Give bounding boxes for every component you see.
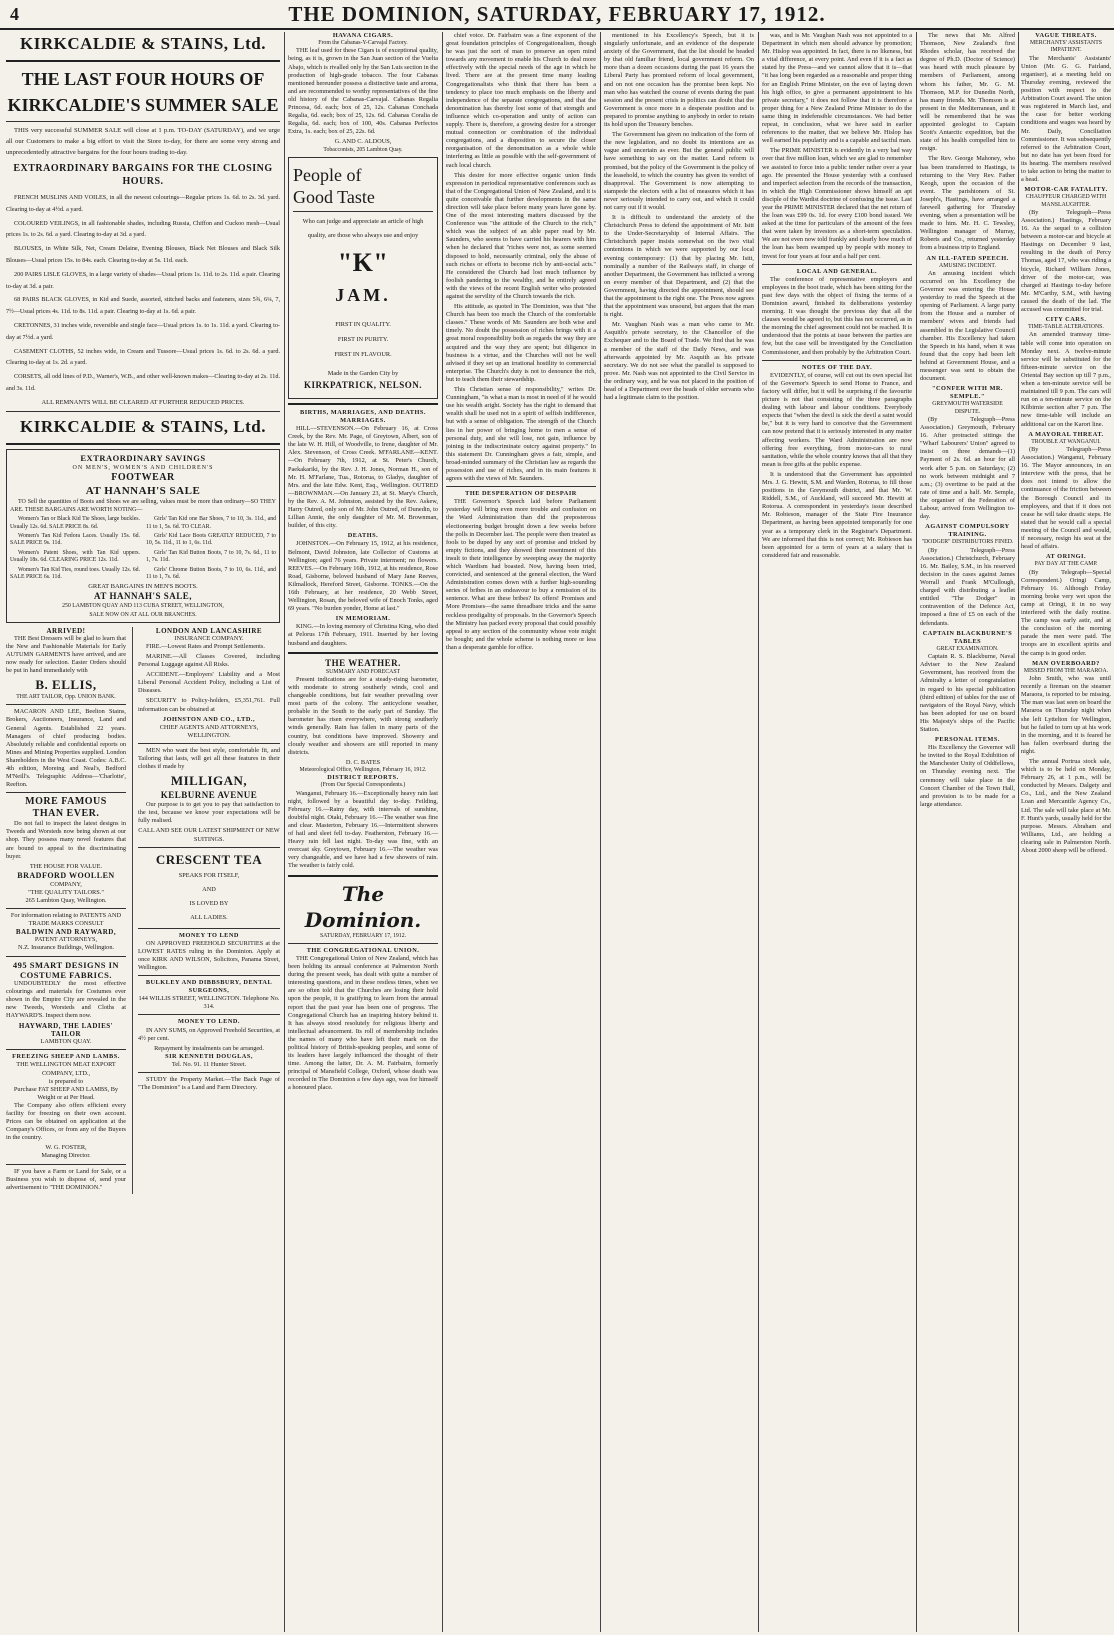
dominion-nameplate: The Dominion.: [304, 881, 422, 932]
overboard-sub: MISSED FROM THE MARAROA.: [1023, 667, 1109, 674]
designs-body: UNDOUBTEDLY the most effective colourings and materials for Costumes ever shown in the Empire City are revealed in the new Tweeds, Worsteds and Cloths at HAYWARD'S. Inspect them now.: [6, 979, 126, 1019]
ellis-tag: THE ART TAILOR, Opp. UNION BANK.: [16, 694, 116, 701]
hannah-item: Girls' Tan Kid Button Boots, 7 to 10, 7s. 6d., 11 to 1, 7s. 11d.: [146, 549, 276, 564]
havana-sig: G. AND C. ALDOUS,: [334, 138, 392, 146]
hannah-heading: EXTRAORDINARY SAVINGS: [80, 452, 206, 463]
column-rule: [600, 32, 601, 1632]
district-sub: (From Our Special Correspondents.): [320, 782, 406, 789]
deaths-body: JOHNSTON.—On February 15, 1912, at his residence, Belmont, David Johnston, late Collector of Customs at Wellington; aged 76 years. Private interment; no flowers. REEVES.—On February 16th, 1912, at his residence, Rose Road, Gisborne, beloved husband of Mary Jane Reeves, Kilmallock, Hereford Street, Gisborne. TONKS.—On the 16th February, at her residence, 20 Webb Street, Wellington, Rosan, the beloved wife of Enoch Tonks, aged 69 years. "No burden yonder, Home at last.": [288, 540, 438, 613]
last-hours-heading: THE LAST FOUR HOURS OF: [21, 69, 265, 89]
mayoral-sub: TROUBLE AT WANGANUI.: [1031, 438, 1101, 445]
ellis-name: B. ELLIS,: [35, 677, 97, 693]
article-paragraph: was, and is Mr. Vaughan Nash was not appointed to a Department in which men should advance by promotion; Mr. Hislop was appointed. In fact, there is no likeness, but a vital difference, at every point. And even if it is a fact as stated by the Press—and we cannot allow that it is—that "it has long been regarded as a reasonable and proper thing for an English Prime Minister, on the eve of laying down his high office, to give a permanent appointment to his private secretary," it does not follow that it is therefore a proper thing for a New Zealand Prime Minister to do the same thing in indefensible circumstances. We had better repeat, in conclusion, what we have said in earlier references to the matter, that we believe Mr. Hislop has well earned his popularity and is a capable and tactful man.: [762, 32, 912, 145]
patents-title: PATENT ATTORNEYS,: [34, 936, 98, 944]
article-paragraph: The news that Mr. Alfred Thomson, New Zealand's first Rhodes scholar, has received the degree of Ph.D. (Doctor of Science) was heard with much pleasure by members of Parliament, among whom his father, Mr. G. M. Thomson, M.P. for Dunedin North, has many friends. Mr. Thomson is at present in the Mediterranean, and it will be remembered that he was appointed geologist to Captain Scott's Antarctic expedition, but the state of his health compelled him to resign.: [920, 32, 1015, 153]
article-paragraph: This desire for more effective organic union finds expression in periodical representative conferences such as that of the Congregational Union of New Zealand, and it is quite conceivable that further developments in the same direction will take place before many years have gone by. One of the most interesting matters discussed by the Conference was "the attitude of the Church to the rich," which was the subject of an able paper read by Mr. Saunders, who seems to have carried his hearers with him when he declared that "riches were not, as some seemed disposed to hold, necessarily criminal, only the abuse of such riches or efforts to become rich by anti-social acts." He considered the Church had lost much influence by foolish pandering to the wealthy, and he entirely agreed with the views of the recent English writer who protested against the servility of the Church towards the rich.: [446, 171, 596, 300]
vague-threats-heading: VAGUE THREATS.: [1035, 32, 1097, 39]
district-heading: DISTRICT REPORTS.: [327, 774, 399, 782]
london-accident: ACCIDENT.—Employers' Liability and a Most Liberal Personal Accident Policy, including a List of Diseases.: [138, 671, 280, 695]
ill-fated-sub: AMUSING INCIDENT.: [939, 262, 996, 269]
bargain-item: CORSETS, all odd lines of P.D., Warner's, W.B., and other well-known makes—Clearing to-day at 2s. 11d. and 3s. 11d.: [6, 373, 280, 392]
designs-heading-2: COSTUME FABRICS.: [20, 969, 112, 980]
hannah-item: Women's Tan Kid Fedora Laces. Usually 15s. 6d. SALE PRICE 9s. 11d.: [10, 532, 140, 547]
city-cars-heading: CITY CARS.: [1045, 316, 1087, 324]
hannah-ad: [6, 449, 280, 623]
milligan-purpose: Our purpose is to get you to pay that satisfaction to the test, because we know your expectations will be fully realised.: [138, 801, 280, 825]
hannah-subheading: ON MEN'S, WOMEN'S AND CHILDREN'S: [72, 464, 214, 471]
hannah-item: Women's Patent Shoes, with Tan Kid uppers. Usually 18s. 6d. CLEARING PRICE 12s. 11d.: [10, 549, 140, 564]
london-insurance-heading: LONDON AND LANCASHIRE: [155, 626, 263, 635]
personal-heading: PERSONAL ITEMS.: [935, 736, 1000, 744]
article-paragraph: The Merchants' Assistants' Union (Mr. G. G. Fairland, organiser), at a meeting held on Thursday evening, reviewed the position with respect to the Arbitration Court award. The union was registered in March last, and the case for better working conditions and wages was heard by Mr. Daily, Conciliation Commissioner. It was subsequently referred to the Arbitration Court, but no date has yet been fixed for its hearing. The members resolved to take action to bring the matter to a head.: [1021, 54, 1111, 184]
article-paragraph: The Rev. George Mahoney, who has been transferred to Hastings, is returning to the Very Rev. Father Keogh, upon the occasion of the event. The parishioners of St. Joseph's, Hastings, have arranged a farewell gathering for Thursday evening, when a presentation will be made to him. Mr. H. C. Tewsley, Wellington manager of Murray, Roberts and Co., returned yesterday from a business trip to England.: [920, 155, 1015, 252]
macaron-ad: MACARON AND LEE, Beelton Stains, Brokers, Auctioneers, Insurance, Land and General Agents. Established 22 years. Managers of chief producing bodies. Absolutely reliable and confidential reports on Mines and Mining Properties supplied. London Shareholders in the West Coast. Codes: A.B.C. 4th edition, Moreing and Neal's, Bedford M'Neill's. Telegraphic Address—'Charlotte', Reefton.: [6, 708, 126, 789]
article-paragraph: (By Telegraph—Press Association.) Wanganui, February 16. The Mayor announces, in an interview with the press, that he does not intend to allow the continuance of the friction between the Borough Council and its employees, and that if it does not cease he will take drastic steps. He stated that he would call a special meeting of the Council and would, if necessary, resign his seat at the head of affairs.: [1021, 446, 1111, 551]
column-6: [920, 32, 1015, 1632]
lower-ads: [6, 627, 280, 1194]
column-7: [1021, 32, 1111, 1632]
article-paragraph: The Government has given no indication of the form of the new legislation, and no doubt its intentions are as vague and uncertain as ever. But the general public will have something to say on the matter. Land reform is promised, but the policy of the Government is the policy of the leasehold, to which the country has given its verdict of disapproval. The Government is now attempting to stampede the electors with a list of measures which it has never seriously intended to carry out, and which it could not carry out if it would.: [604, 131, 754, 211]
memoriam-body: KING.—In loving memory of Christina King, who died at Pelorus 17th February, 1911. Inserted by her loving husband and daughters.: [288, 623, 438, 647]
vague-threats-sub: MERCHANTS' ASSISTANTS IMPATIENT.: [1030, 40, 1102, 54]
patents-address: N.Z. Insurance Buildings, Wellington.: [17, 944, 115, 952]
k-claim: FIRST IN PURITY.: [337, 335, 389, 343]
crescent-line: SPEAKS FOR ITSELF,: [178, 871, 240, 879]
bargain-item: CRETONNES, 31 inches wide, reversible and single face—Usual prices 1s. to 1s. 11d. a yard. Clearing to-day at 7½d. a yard.: [6, 321, 280, 341]
ill-fated-heading: AN ILL-FATED SPEECH.: [926, 254, 1009, 262]
kirkcaldie-heading-bottom: KIRKCALDIE & STAINS, Ltd.: [20, 416, 266, 436]
weather-heading: THE WEATHER.: [325, 657, 401, 668]
bradford-company: COMPANY,: [50, 880, 82, 888]
article-paragraph: chief voice. Dr. Fairbairn was a fine exponent of the great foundation principles of Congregationalism, though he was just the sort of man to preserve an open mind towards any movement to enable his Church to deal more effectively with the special needs of the age in which he lived. There are at the present time many leading Congregationalists who think that there has been a tendency to place too much emphasis on the liberty and independence of the separate congregations, and that the denomination has thereby lost some of that strength and influence which co-operation and unity of action can supply. There is, therefore, a growing desire for a stronger mutual connection or combination of the individual congregations, and a disposition to secure the closer reorganisation of the denomination as a whole while interfering as little as possible with the self-government of each local church.: [446, 32, 596, 169]
johnston-co: JOHNSTON AND CO., LTD.,: [162, 715, 256, 723]
freezing-purchase: Purchase FAT SHEEP AND LAMBS, By Weight or at Per Head.: [13, 1085, 119, 1101]
dental-address: 144 WILLIS STREET, WELLINGTON. Telephone No. 314.: [138, 995, 280, 1011]
hannah-street: 250 LAMBTON QUAY AND 113 CUBA STREET, WELLINGTON,: [62, 603, 224, 610]
crescent-line: ALL LADIES.: [190, 913, 228, 921]
hannah-item: Girls' Kid Lace Boots GREATLY REDUCED, 7 to 10, 5s. 11d., 11 to 1, 6s. 11d.: [146, 532, 276, 547]
hannah-men: GREAT BARGAINS IN MEN'S BOOTS.: [88, 583, 198, 591]
column-rule: [916, 32, 917, 1632]
freezing-company: THE WELLINGTON MEAT EXPORT COMPANY, LTD.,: [16, 1061, 116, 1077]
ellis-body: THE Best Dressers will be glad to learn that the New and Fashionable Materials for Early AUTUMN GARMENTS have arrived, and are now ready for selection. Easter Orders should be put in hand immediately with: [6, 634, 126, 675]
article-paragraph: This Christian sense of responsibility," writes Dr. Cunningham, "is what a man is most in need of if he would use his wealth aright. Society has the right to demand that wealth shall be used not in a spirit of selfish indifference, but with a sense of obligation. The strength of the Church lies in her power of bringing home to men a sense of personal duty, and she will lose, not gain, influence by joining in the indiscriminate outcry against property." In this statement Dr. Cunningham gives a fair, simple, and broad-minded summary of the Christian law as regards the possession and use of riches, and in its main features it agrees with the views of Mr. Saunders.: [446, 386, 596, 483]
lower-ads-left: [6, 627, 126, 1194]
famous-house: THE HOUSE FOR VALUE.: [29, 862, 103, 870]
article-paragraph: (By Telegraph—Special Correspondent.) Oringi Camp, February 16. Although Friday morning broke very wet upon the camp at Oringi, it in no way interfered with the daily routine. The camp was early astir, and at the conclusion of the morning parade the men were paid. The troops are in excellent spirits and the camp is in good order.: [1021, 568, 1111, 657]
money-to-lend-body-2: IN ANY SUMS, on Approved Freehold Securities, at 4½ per cent.: [138, 1026, 280, 1042]
havana-heading: HAVANA CIGARS.: [332, 32, 394, 39]
hannah-addr: AT HANNAH'S SALE,: [94, 591, 192, 602]
hannah-item: Girls' Chrome Button Boots, 7 to 10, 6s. 11d., and 11 to 1, 7s. 6d.: [146, 566, 276, 580]
article-paragraph: John Smith, who was until recently a fireman on the steamer Maraora, is reported to be missing. The man was last seen on board the Mararoa on Thursday night when she left Lyttelton for Wellington, but he failed to turn up at his work in the morning, and it is feared he has fallen overboard during the night.: [1021, 675, 1111, 755]
k-claim: FIRST IN QUALITY.: [335, 320, 391, 328]
compulsory-heading: AGAINST COMPULSORY TRAINING.: [925, 523, 1010, 539]
london-security: SECURITY to Policy-holders, £5,351,761. Full information can be obtained at: [138, 697, 280, 713]
milligan-body: MEN who want the best style, comfortable fit, and Tailoring that lasts, will get all these features in their clothes if made by: [138, 746, 280, 771]
captain-sub: GREAT EXAMINATION.: [936, 645, 999, 652]
milligan-name: MILLIGAN,: [170, 773, 248, 789]
hayward-name: HAYWARD, THE LADIES' TAILOR: [18, 1022, 114, 1039]
hannah-intro: TO Sell the quantities of Boots and Shoes we are selling, values must be more than ordinary—SO THEY ARE. THESE BARGAINS ARE WORTH NOTING—: [10, 498, 276, 514]
article-paragraph: His attitude, as quoted in The Dominion, was that "the Church has been too much the Church of the comfortable classes." These words of Mr. Saunders are both wise and timely. No doubt the possession of riches brings with it a great moral responsibility both as regards the way they are acquired and the way they are spent; but diligence in business is a virtue, and the Churches will not be well advised if they set up an irrational hostility to commercial enterprise. The Church's duty is not to denounce the rich, but to teach them their stewardship.: [446, 303, 596, 383]
k-jam-ad: [288, 157, 438, 399]
freezing-title: Managing Director.: [41, 1152, 91, 1160]
column-rule: [442, 32, 443, 1632]
freezing-body: The Company also offers efficient every facility for freezing on their own account. Prices can be obtained on application at the Company's Offices, or from any of the Buyers in the country.: [6, 1101, 126, 1142]
extraordinary-bargains-heading: EXTRAORDINARY BARGAINS FOR THE CLOSING HOURS.: [13, 163, 273, 187]
memoriam-heading: IN MEMORIAM.: [335, 615, 391, 623]
article-paragraph: His Excellency the Governor will be invited to the Royal Exhibition of the Manchester Unity of Oddfellows, on Thursday evening next. The ceremony will take place in the Concert Chamber of the Town Hall, and provision is to be made for a large attendance.: [920, 744, 1015, 808]
bradford-tagline: "THE QUALITY TAILORS.": [28, 888, 104, 896]
article-paragraph: Captain R. S. Blackburne, Naval Adviser to the New Zealand Government, has received from the Admiralty a letter of congratulation in regard to his special publication (third edition) of tables for the use of navigators of the Royal Navy, which has been adopted for use on board His Majesty's ships of the Pacific Station.: [920, 653, 1015, 733]
weather-sig: D. C. BATES: [345, 758, 381, 766]
deaths-heading: DEATHS.: [347, 532, 379, 540]
newspaper-title: THE DOMINION, SATURDAY, FEBRUARY 17, 1912.: [288, 2, 826, 26]
weather-body: Present indications are for a steady-rising barometer, with moderate to strong southerly winds, cool and changeable conditions, but fair weather prevailing over most parts of the colony. The anticyclone weather, probable in the South to the early part of Sunday. The barometer has risen everywhere, with strong southerly winds generally. Rain has fallen in many parts of the country, but conditions have improved. Showery and cloudy weather and showers are still reported in many districts.: [288, 675, 438, 756]
famous-body: Do not fail to inspect the latest designs in Tweeds and Worsteds now being shown at our shop. They possess many novel features that are bound to appeal to the discriminating buyer.: [6, 820, 126, 860]
hannah-girls-list: [146, 516, 276, 583]
hannah-item: Women's Tan or Black Kid Tie Shoes, large buckles. Usually 12s. 6d. SALE PRICE 8s. 6d.: [10, 516, 140, 530]
article-paragraph: EVIDENTLY, of course, will cut out its own special list of the Governor's Speech to send Home to France, and factory will differ, but it will be surprising if the favourite picture is not that consisting of the three paragraphs dealing with labour and labour conditions. Everybody expects that "when the devil is sick the devil a saint would be," but it is very hard to conceive that the Government can now pretend that it is seriously interested in any matter affecting workers. The Ward Administration are now offering free everything, from motor-cars to rural sanitation, while the whole country knows that all that they mean is free gifts at the public expense.: [762, 371, 912, 468]
famous-heading-2: THAN EVER.: [32, 808, 100, 820]
k-made: Made in the Garden City by: [327, 369, 399, 377]
douglas-name: SIR KENNETH DOUGLAS,: [165, 1052, 253, 1060]
article-paragraph: The annual Porirua stock sale, which is to be held on Monday, February 26, at 1 p.m., will be conducted by Messrs. Dalgety and Co., Ltd., and the New Zealand Loan and Mercantile Agency Co., Ltd. The sale will take place at Mr. F. Hunt's yards, usually held for the purpose. Messrs. Abraham and Williams, Ltd., are holding a clearing sale in Palmerston North. About 2000 sheep will be offered.: [1021, 757, 1111, 854]
hannah-women-list: [10, 516, 140, 583]
column-3: [446, 32, 596, 1632]
dental-heading: BULKLEY AND DIBBSBURY, DENTAL SURGEONS,: [145, 979, 273, 995]
article-paragraph: (By Telegraph—Press Association.) Christchurch, February 16. Mr. Bailey, S.M., in his reserved decision in the cases against James Worrall and Frank M'Cullough, charged with distributing a leaflet entitled "The Dodger" in contravention of the Defence Act, imposed a fine of £5 on each of the defendants.: [920, 546, 1015, 627]
london-fire: FIRE.—Lowest Rates and Prompt Settlements.: [146, 642, 265, 650]
article-paragraph: Mr. Vaughan Nash was a man who came to Mr. Asquith's private secretary, to the Chancellor of the Exchequer and to the Board of Trade. We find that he was a member of the staff of the Daily News, and was afterwards appointed by Mr. Asquith as his private secretary. We do not see what the parallel is supposed to prove. Mr. Nash was not appointed to the Civil Service in the ordinary way, and he was not placed in the position of head of a Department over the heads of older servants who had a legitimate claim to the position.: [604, 321, 754, 402]
article-paragraph: It is understood that the Government has appointed Mrs. J. G. Hewitt, S.M. and Warden, Rotorua, to fill those positions in the Greymouth district, and that Mr. W. Riddell, S.M., of Auckland, will succeed Mr. Hewitt at Rotorua. A correspondent in yesterday's issue described Mr. Robieson, manager of the State Fire Insurance Department, as having been appointed temporarily for one year as a temporary clerk in the Registrar's Department. We are informed that this is not correct; Mr. Robieson has been appointed for a term of years at a salary that is considered fair and reasonable.: [762, 470, 912, 559]
bargain-item: BLOUSES, in White Silk, Net, Cream Delaine, Evening Blouses, Black Net Blouses and Black Silk Blouses—Usual prices 15s. to 84s. each. Clearing to-day at 5s. 11d. each.: [6, 245, 280, 264]
district-body: Wanganui, February 16.—Exceptionally heavy rain last night, followed by a beautiful day to-day. Feilding, February 16.—Rainy day, with intervals of sunshine, doubtful night. Otaki, February 16.—The weather was fine and clear. Masterton, February 16.—Intermittent showers of hail and sleet fell to-day. Featherston, February 16.—Heavy rain fell last night. To-day was fine, with an overcast sky. Greytown, February 16.—The weather was very changeable, and we have had a few showers of rain. The weather is fairly cold.: [288, 789, 438, 870]
oringi-sub: PAY DAY AT THE CAMP.: [1034, 561, 1098, 568]
milligan-call: CALL AND SEE OUR LATEST SHIPMENT OF NEW SUITINGS.: [138, 827, 280, 843]
bradford-name: BRADFORD WOOLLEN: [17, 870, 115, 880]
masthead: [0, 0, 1114, 30]
summer-sale-heading: KIRKCALDIE'S SUMMER SALE: [7, 95, 279, 115]
bmd-heading: BIRTHS, MARRIAGES, AND DEATHS.: [300, 408, 426, 416]
marriages-heading: MARRIAGES.: [340, 417, 386, 424]
hayward-address: LAMBTON QUAY.: [40, 1038, 92, 1046]
patents-firm: BALDWIN AND RAYWARD,: [15, 928, 117, 937]
hannah-footwear: FOOTWEAR: [111, 471, 175, 483]
overboard-heading: MAN OVERBOARD?: [1032, 659, 1100, 667]
union-body: THE Congregational Union of New Zealand, which has been holding its annual conference at Palmerston North during the present week, has dealt with quite a number of interesting questions, and in these restless times, when we are so often told that the Churches are losing their hold upon the people, it is gratifying to learn from the annual report that the past year has been one of progress. The Congregational Church has an inspiring history behind it. It has always stood resolutely for religious liberty and intellectual advancement. Its roll of membership includes the names of many who have left their mark on the political history of British-speaking peoples, and some of its leaders have largely influenced the thought of their time. Among the latter, Dr. A. M. Fairbairn, formerly principal of Mansfield College, Oxford, whose death was recorded in The Dominion a few days ago, was for himself a honoured place.: [288, 954, 438, 1092]
ads-column-1: [6, 32, 280, 1632]
freezing-prepared: is prepared to: [48, 1077, 84, 1085]
property-market-note: STUDY the Property Market.—The Back Page of "The Dominion" is a Land and Farm Directory.: [138, 1076, 280, 1092]
weather-office: Meteorological Office, Wellington, February 16, 1912.: [299, 766, 427, 773]
column-2: [288, 32, 438, 1632]
taste-heading-2: Good Taste: [293, 186, 375, 207]
london-insurance-sub: INSURANCE COMPANY.: [174, 634, 244, 642]
havana-addr: Tobacconists, 205 Lambton Quay.: [323, 146, 403, 153]
milligan-address: KELBURNE AVENUE: [160, 790, 258, 801]
hannah-item: Girls' Tan Kid one Bar Shoes, 7 to 10, 3s. 11d., and 11 to 1, 5s. 6d. TO CLEAR.: [146, 516, 276, 530]
bargain-item: COLOURED VEILINGS, in all fashionable shades, including Russia, Chiffon and Cuckoo mesh—Usual prices 1s. to 2s. 6d. a yard. Clearing to-day at 3d. a yard.: [6, 219, 280, 239]
article-paragraph: (By Telegraph—Press Association.) Greymouth, February 16. After protracted sittings the "Wharf Labourers' Union" agreed to insist on three demands—(1) Payment of 2s. 6d. an hour for all work after 5 p.m. on Saturdays; (2) no work between midnight and 7 a.m.; (3) overtime to be paid at the rate of time and a half. Mr. Semple, the organiser of the Federation of Labour, arrived from Wellington to-day.: [920, 416, 1015, 521]
crescent-line: AND: [202, 885, 216, 893]
column-rule: [284, 32, 285, 1632]
column-rule: [1018, 32, 1019, 1632]
london-marine: MARINE.—All Classes Covered, including Personal Luggage against All Risks.: [138, 652, 280, 669]
k-jam: JAM.: [335, 284, 391, 305]
despair-heading: THE DESPERATION OF DESPAIR: [465, 490, 577, 498]
weather-sub: SUMMARY AND FORECAST: [325, 668, 401, 675]
article-paragraph: mentioned in his Excellency's Speech, but it is singularly unfortunate, and an evidence of the desperate anxiety of the Government, that the list should be headed by that old familiar friend, local government reform. On more than a dozen occasions during the past 16 years the Liberal Party has promised reform of local government, and on not one occasion has the promise been kept. No man who has watched the course of events during the past session and the present crisis in politics can doubt that the Government is once more in a desperate position and is prepared to promise anything to anybody in order to retain its hold upon the Treasury benches.: [604, 32, 754, 129]
money-to-lend-heading-2: MONEY TO LEND.: [178, 1018, 240, 1026]
notes-heading: NOTES OF THE DAY.: [801, 363, 873, 371]
taste-body: Who can judge and appreciate an article of high quality, are those who always use and enjoy: [302, 217, 424, 239]
farm-sale-notice: IF you have a Farm or Land for Sale, or a Business you wish to dispose of, send your advertisement to "THE DOMINION.": [6, 1167, 126, 1191]
douglas-address: Tel. No. 91. 11 Hunter Street.: [171, 1060, 247, 1068]
johnston-title: CHIEF AGENTS AND ATTORNEYS, WELLINGTON.: [159, 723, 259, 739]
motor-sub: CHAUFFEUR CHARGED WITH MANSLAUGHTER.: [1025, 194, 1107, 208]
article-paragraph: It is difficult to understand the anxiety of the Christchurch Press to defend the appointment of Mr. Isitt to the Under-Secretaryship of Internal Affairs. The Christchurch paper insists somewhat on the two vital contentions in which we were supported by our local evening contemporary: (1) that by placing Mr. Isitt, nominally a number of the Railways staff, in charge of another Department, the Government has inflicted a wrong on every member of that Department, and (2) that the Government, having directed the appointment, should see that the appointment is the right one. The Press now agrees that the appointment was unsound, but argues that the man is right.: [604, 214, 754, 319]
marriages-body: HILL—STEVENSON.—On February 16, at Cross Creek, by the Rev. Mr. Page, of Greytown, Albert, son of the late W. H. Hill, of Woodville, to Irene, daughter of Mr. Alex. Stevenson, of Cross Creek. M'FARLANE—KENT.—On February 7th, 1912, at St. Peter's Church, Paekakariki, by the Rev. J. H. Jones, Norman H., son of Mr. H. M'Farlane, Tua., Rotorua, to Gladys, daughter of Mrs. and the late Edw. Kent, Esq., Wellington. OUTRED—BROWNMAN.—On January 23, at St. Mary's Church, by the Rev. A. M. Johnston, assisted by the Rev. Askew, Harry Outred, only son of Mr. John Outred, of Dunedin, to Lillian Annie, the only daughter of Mr. M. Brownman, builder, of this city.: [288, 425, 438, 530]
money-to-lend-heading: MONEY TO LEND: [179, 931, 239, 939]
k-maker: KIRKPATRICK, NELSON.: [304, 379, 422, 390]
k-claim: FIRST IN FLAVOUR.: [334, 350, 392, 358]
captain-heading: CAPTAIN BLACKBURNE'S TABLES: [922, 629, 1013, 645]
semple-sub: GREYMOUTH WATERSIDE DISPUTE.: [932, 401, 1003, 415]
freezing-heading: FREEZING SHEEP AND LAMBS.: [12, 1053, 120, 1061]
remnants-note: ALL REMNANTS WILL BE CLEARED AT FURTHER REDUCED PRICES.: [41, 398, 245, 406]
sale-intro: THIS very successful SUMMER SALE will close at 1 p.m. TO-DAY (SATURDAY), and we urge all our Customers to make a big effort to visit the Store to-day, for there are some very strong and unprecedentedly attractive bargains for the four hours trading to-day.: [6, 127, 280, 156]
taste-heading: People of: [293, 164, 362, 185]
hannah-branches: SALE NOW ON AT ALL OUR BRANCHES.: [89, 611, 197, 618]
oringi-heading: AT ORINGI.: [1045, 553, 1087, 561]
hannah-item: Women's Tan Kid Ties, round toes. Usually 12s. 6d. SALE PRICE 6s. 11d.: [10, 566, 140, 580]
designs-heading: 495 SMART DESIGNS IN: [12, 959, 120, 970]
article-paragraph: An amended tramway time-table will come into operation on Monday next. A twelve-minute service will be substituted for the fifteen-minute service on the Oriental Bay section up till 7 p.m., when a ten-minute service will be maintained till 9 p.m. The cars will run on a ten-minute service on the Kilbirnie section after 7 p.m. The new time-table will include an additional car on the Karori line.: [1021, 331, 1111, 428]
article-paragraph: THE Governor's Speech laid before Parliament yesterday will bring even more trouble and confusion on the Ward Administration than did the preposterous electioneering budget brought down a few weeks before the polls in December last. The people were then treated as fools to be duped by any sort of promise and tricked by empty fictions, and they showed their resentment of this insult to their intelligence by sweeping away the majority which Wardism had boasted. Now, having been tried, convicted, and sentenced at the general election, the Ward Administration comes down with a further high-sounding series of bribes in an endeavour to buy a remission of its sentence. What are these bribes? Its offers! Promises and More Promises—the same threadbare tricks and the same reckless prodigality of proposals. In the Governor's Speech the Ministry has packed every proposal that could possibly appeal to any section of the community whose vote might be bought; and the whole scheme is nothing more or less than a desperate gamble for office.: [446, 498, 596, 651]
kirkcaldie-heading: KIRKCALDIE & STAINS, Ltd.: [20, 34, 266, 53]
bargain-item: 200 PAIRS LISLE GLOVES, in a large variety of shades—Usual prices 1s. 11d. to 2s. 11d. a pair. Clearing to-day at 3d. a pair.: [6, 270, 280, 290]
havana-sub: From the Cabanas-Y-Carvajal Factory.: [318, 40, 408, 47]
crescent-tea-name: CRESCENT TEA: [155, 851, 263, 867]
bargain-item: FRENCH MUSLINS AND VOILES, in all the newest colourings—Regular prices 1s. 6d. to 2s. 3d. yard. Clearing to-day at 4½d. a yard.: [6, 194, 280, 213]
bradford-address: 265 Lambton Quay, Wellington.: [25, 897, 107, 904]
union-heading: THE CONGREGATIONAL UNION.: [306, 946, 420, 954]
bargain-item: 68 PAIRS BLACK GLOVES, in Kid and Suede, assorted, stitched backs and fasteners, sizes 5¾, 6¼, 7, 7½—Usual prices 4s. 11d. to 8s. 11d. a pair. Clearing to-day at 1s. 6d. a pair.: [6, 296, 280, 316]
column-5: [762, 32, 912, 1632]
bargain-item: CASEMENT CLOTHS, 52 inches wide, in Cream and Tussore—Usual prices 1s. 6d. to 2s. 6d. a yard. Clearing to-day at 1s. 2d. a yard.: [6, 347, 280, 367]
column-4: [604, 32, 754, 1632]
ellis-arrived: ARRIVED!: [46, 626, 86, 635]
dominion-date: SATURDAY, FEBRUARY 17, 1912.: [319, 932, 407, 939]
repayment-note: Repayment by instalments can be arranged.: [154, 1044, 264, 1052]
column-rule: [758, 32, 759, 1632]
patents-intro: For information relating to PATENTS AND TRADE MARKS CONSULT: [10, 912, 122, 928]
k-brand: "K": [337, 247, 389, 277]
article-paragraph: An amusing incident which occurred on his Excellency the Governor was entering the House yesterday to read the Speech at the opening of Parliament. A large party from the House and a number of members' wives and friends had assembled in the Legislative Council chamber. His Excellency had taken the Speech in his hand, when it was found that the copy had been left behind at Government House, and a messenger was sent to obtain the document.: [920, 269, 1015, 383]
hannah-sale-title: AT HANNAH'S SALE: [85, 484, 201, 497]
article-paragraph: The conference of representative employers and employees in the boot trade, which has been sitting for the past few days with the object of fixing the terms of a Dominion award, finished its deliberations yesterday morning. It was thought the previous day that all the clauses would be agreed to, but this has not occurred, as in the morning the chief agreement could not be reached. It is understood that the points at issue between the parties are few, but the case will be investigated by the Conciliation Commissioner, and then probably by the Arbitration Court.: [762, 275, 912, 356]
havana-body: THE leaf used for these Cigars is of exceptional quality, being, as it is, grown in the San Juan section of the Vuelta Abajo, which is rivalled only by the San Luis section in the production of high-grade tobacco. The four Cabanas mentioned hereunder possess a distinctive taste and aroma, and are recommended to worthy representatives of the fine old history of the Cabanas-Carvajal. Cabanas Regalia Princesa, 6d. each; box of 25, 12s. Cabanas Conchada Regalia, 6d. each; box of 25, 12s. 6d. Cabanas Coralia de Regalia, 6d. each; box of 100, 40s. Cabanas Perfectos Extra, 1s. each; box of 25, 22s. 6d.: [288, 47, 438, 136]
money-to-lend-body: ON APPROVED FREEHOLD SECURITIES at the LOWEST RATES ruling in the Dominion. Apply at once KIRK AND WILSON, Solicitors, Panama Street, Wellington.: [138, 939, 280, 971]
mayoral-heading: A MAYORAL THREAT.: [1028, 430, 1104, 438]
city-cars-sub: TIME-TABLE ALTERATIONS.: [1028, 324, 1104, 331]
compulsory-sub: "DODGER" DISTRIBUTORS FINED.: [921, 539, 1014, 546]
article-paragraph: (By Telegraph—Press Association.) Hastings, February 16. As the sequel to a collision between a motor-car and bicycle at Hastings on December 9 last, resulting in the death of Percy Thomas, aged 17, who was riding a bicycle, Richard William Jones, driver of the motor-car, was charged at Hastings to-day before Mr. M'Carthy, S.M., with having caused the death of the lad. The accused was committed for trial.: [1021, 208, 1111, 313]
hannah-price-lists: [10, 516, 276, 583]
semple-heading: "CONFER WITH MR. SEMPLE.": [931, 385, 1004, 401]
crescent-line: IS LOVED BY: [189, 899, 229, 907]
freezing-manager: W. G. FOSTER,: [45, 1144, 87, 1152]
article-paragraph: The PRIME MINISTER is evidently in a very bad way over that five million loan, which we are glad to remember we assisted to force into a public tender rather over a year ago. He presented the House yesterday with a confused and imperfect selection from the records of the transaction, in which the High Commissioner shows himself an apt disciple of the Wardist doctrine of confusing the issue. Last year the PRIME MINISTER declared that the net return of the loan was £99 0s. 1d. for every £100 bond issued. We asked at the time for particulars of the amount of the fees that were taken by investors as a short-term speculation. We are not even now told frankly and clearly how much of the loan has been swamped up by people with money to invest for four years at four and a half per cent.: [762, 147, 912, 260]
motor-heading: MOTOR-CAR FATALITY.: [1024, 186, 1108, 194]
bargain-list: [6, 192, 280, 395]
famous-heading: MORE FAMOUS: [25, 796, 107, 808]
page-number: 4: [10, 4, 19, 24]
local-general-heading: LOCAL AND GENERAL.: [796, 267, 878, 275]
lower-ads-right: [132, 627, 280, 1194]
